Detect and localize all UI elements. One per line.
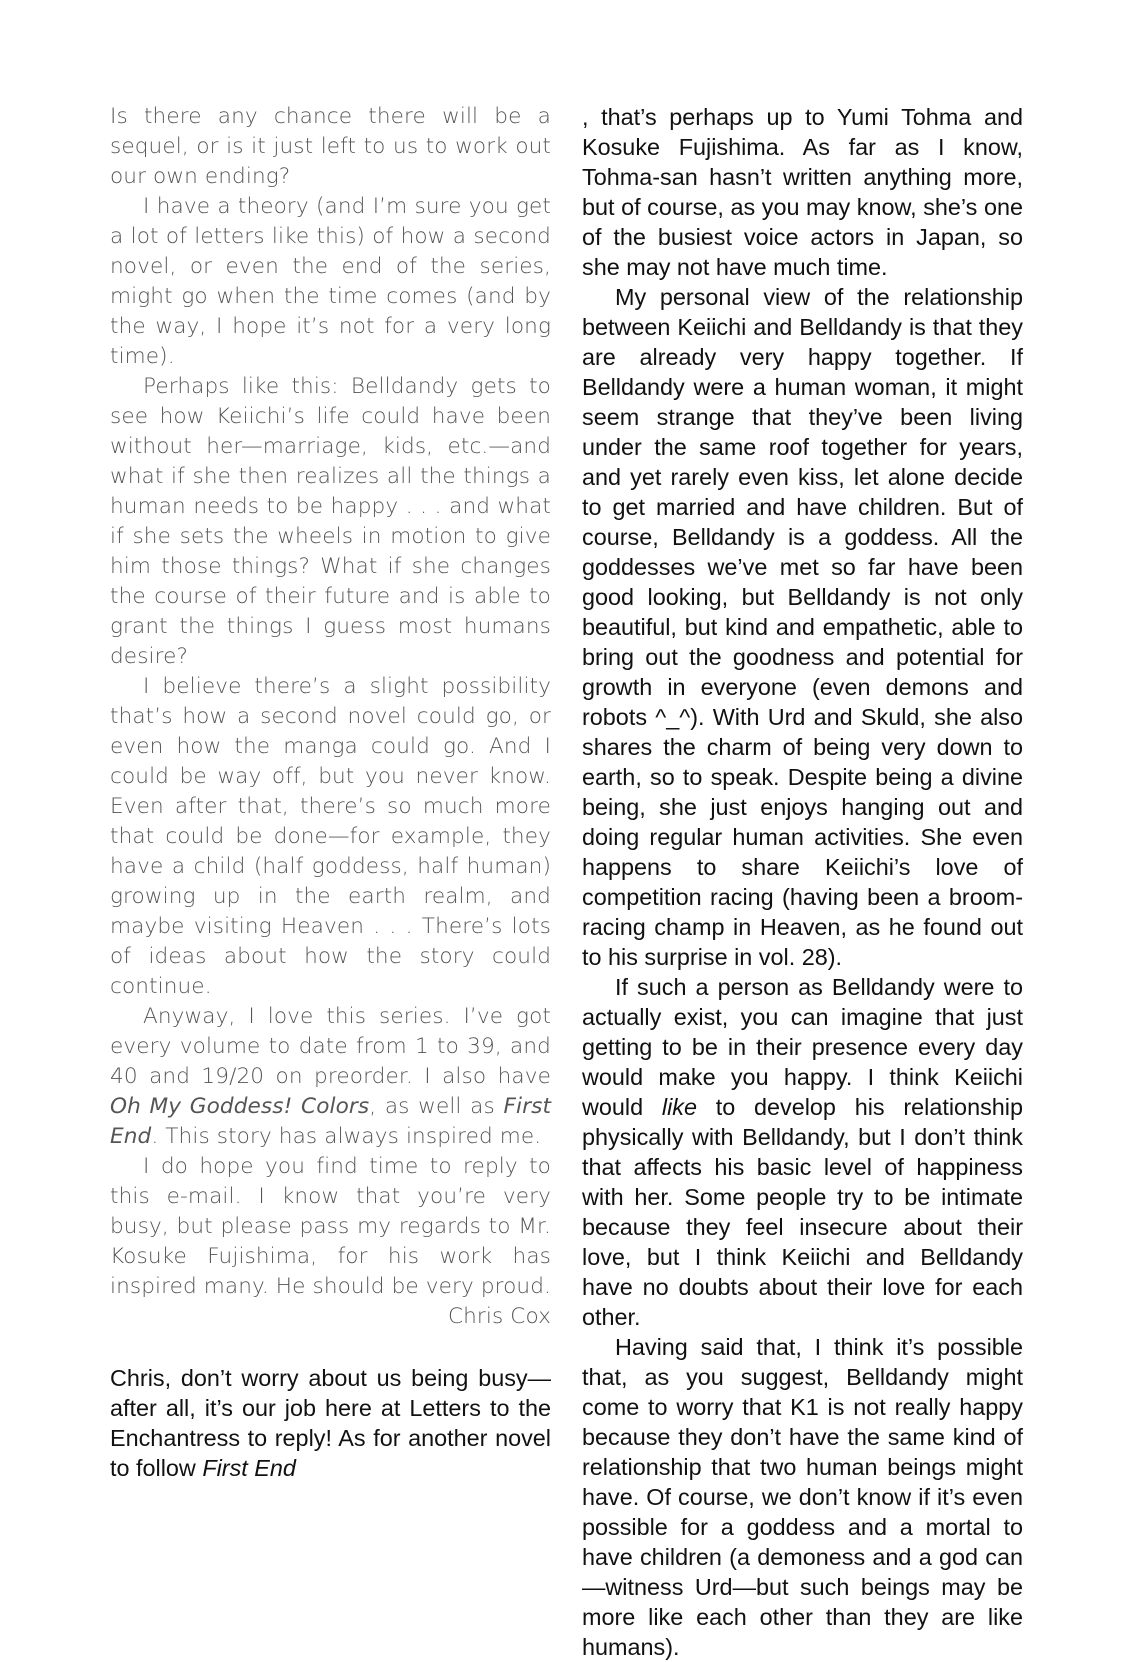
letter-paragraph: Is there any chance there will be a sequel, or is it just left to us to work out our own ending? bbox=[110, 104, 551, 189]
text-span: Chris, don’t worry about us being busy—after all, it’s our job here at Letters to the Enchantress to reply! As for another novel to follow bbox=[110, 1365, 551, 1481]
right-column bbox=[582, 102, 1023, 1662]
text-span: . This story has always inspired me. bbox=[151, 1124, 542, 1149]
letter-signature: Chris Cox bbox=[447, 1304, 551, 1329]
text-span: , as well as bbox=[369, 1094, 504, 1119]
book-title: First End bbox=[110, 1094, 552, 1149]
letter-paragraph: Perhaps like this: Belldandy gets to see how Keiichi’s life could have been without her—marriage, kids, etc.—and what if she then realizes all the things a human needs to be happy . . . and what if she sets the wheels in motion to give him those things? What if she changes the course of their future and is able to grant the things I guess most humans desire? bbox=[110, 374, 551, 669]
reply-start bbox=[110, 1363, 551, 1483]
text-span: If such a person as Belldandy were to actually exist, you can imagine that just getting to be in their presence every day would make you happy. I think Keiichi would bbox=[582, 974, 1023, 1120]
letter-paragraph bbox=[110, 1002, 551, 1152]
reply-paragraph-continued: , that’s perhaps up to Yumi Tohma and Kosuke Fujishima. As far as I know, Tohma-san hasn’t written anything more, but of course, as you may know, she’s one of the busiest voice actors in Japan, so she may not have much time. bbox=[582, 104, 1023, 280]
reply-paragraph bbox=[582, 972, 1023, 1332]
reply-paragraph: Having said that, I think it’s possible that, as you suggest, Belldandy might come to worry that K1 is not really happy because they don’t have the same kind of relationship that two human beings might have. Of course, we don’t know if it’s even possible for a goddess and a mortal to have children (a demoness and a god can—witness Urd—but such beings may be more like each other than they are like humans). bbox=[582, 1334, 1023, 1660]
letter-paragraph: I believe there’s a slight possibility that’s how a second novel could go, or even how the manga could go. And I could be way off, but you never know. Even after that, there’s so much more that could be done—for example, they have a child (half goddess, half human) growing up in the earth realm, and maybe visiting Heaven . . . There’s lots of ideas about how the story could continue. bbox=[110, 674, 551, 999]
emphasis: like bbox=[661, 1094, 697, 1120]
letter-paragraph: I have a theory (and I’m sure you get a lot of letters like this) of how a second novel, or even the end of the series, might go when the time comes (and by the way, I hope it’s not for a very long time). bbox=[110, 194, 551, 369]
text-span: to develop his relationship physically with Belldandy, but I don’t think that affects his basic level of happiness with her. Some people try to be intimate because they feel insecure about their love, but I think Keiichi and Belldandy have no doubts about their love for each other. bbox=[582, 1094, 1023, 1330]
text-span: Anyway, I love this series. I’ve got every volume to date from 1 to 39, and 40 and 19/20 on preorder. I also have bbox=[110, 1004, 551, 1089]
left-column bbox=[110, 102, 551, 1483]
book-title: First End bbox=[202, 1455, 296, 1481]
reply-paragraph: My personal view of the relationship between Keiichi and Belldandy is that they are already very happy together. If Belldandy were a human woman, it might seem strange that they’ve been living under the same roof together for years, and yet rarely even kiss, let alone decide to get married and have children. But of course, Belldandy is a goddess. All the goddesses we’ve met so far have been good looking, but Belldandy is not only beautiful, but kind and empathetic, able to bring out the goodness and potential for growth in everyone (even demons and robots ^_^). With Urd and Skuld, she also shares the charm of being very down to earth, so to speak. Despite being a divine being, she just enjoys hanging out and doing regular human activities. She even happens to share Keiichi’s love of competition racing (having been a broom-racing champ in Heaven, as he found out to his surprise in vol. 28). bbox=[582, 284, 1023, 970]
reader-letter bbox=[110, 102, 551, 1332]
letter-paragraph: I do hope you find time to reply to this e-mail. I know that you’re very busy, but please pass my regards to Mr. Kosuke Fujishima, for his work has inspired many. He should be very proud. bbox=[110, 1154, 551, 1299]
reply-paragraph bbox=[110, 1363, 551, 1483]
book-title: Oh My Goddess! Colors bbox=[110, 1094, 370, 1119]
